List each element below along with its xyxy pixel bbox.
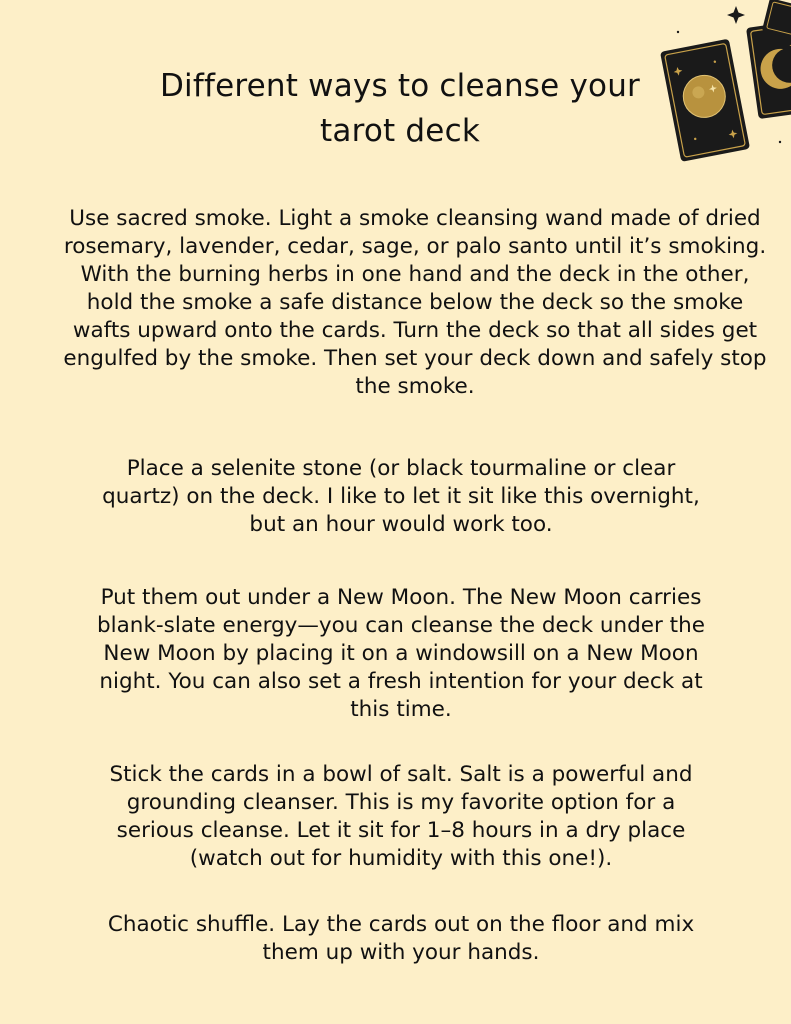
paragraph-bowl-of-salt: Stick the cards in a bowl of salt. Salt is a powerful and grounding cleanser. This is my favorite option for a serious cleanse. Let it sit for 1–8 hours in a dry place (watch out for humidity with this one!).	[109, 762, 693, 871]
tarot-cards-icon	[650, 0, 791, 180]
paragraph-selenite-stone: Place a selenite stone (or black tourmaline or clear quartz) on the deck. I like to let it sit like this overnight, but an hour would work too.	[102, 456, 700, 537]
paragraph-chaotic-shuffle: Chaotic shuffle. Lay the cards out on the floor and mix them up with your hands.	[107, 912, 695, 965]
small-star-icon	[779, 141, 781, 143]
page-title: Different ways to cleanse your tarot deck	[159, 68, 640, 149]
sun-card-icon	[660, 39, 750, 162]
paragraph-sacred-smoke: Use sacred smoke. Light a smoke cleansing wand made of dried rosemary, lavender, cedar, sage, or palo santo until it’s smoking. With the burning herbs in one hand and the deck in the other, hold the smoke a safe distance below the deck so the smoke wafts upward onto the cards. Turn the deck so that all sides get engulfed by the smoke. Then set your deck down and safely stop the smoke.	[63, 206, 767, 399]
paragraph-new-moon: Put them out under a New Moon. The New Moon carries blank-slate energy—you can cleanse the deck under the New Moon by placing it on a windowsill on a New Moon night. You can also set a fresh intention for your deck at this time.	[97, 585, 705, 722]
sparkle-icon	[727, 6, 745, 24]
small-star-icon	[677, 31, 679, 33]
